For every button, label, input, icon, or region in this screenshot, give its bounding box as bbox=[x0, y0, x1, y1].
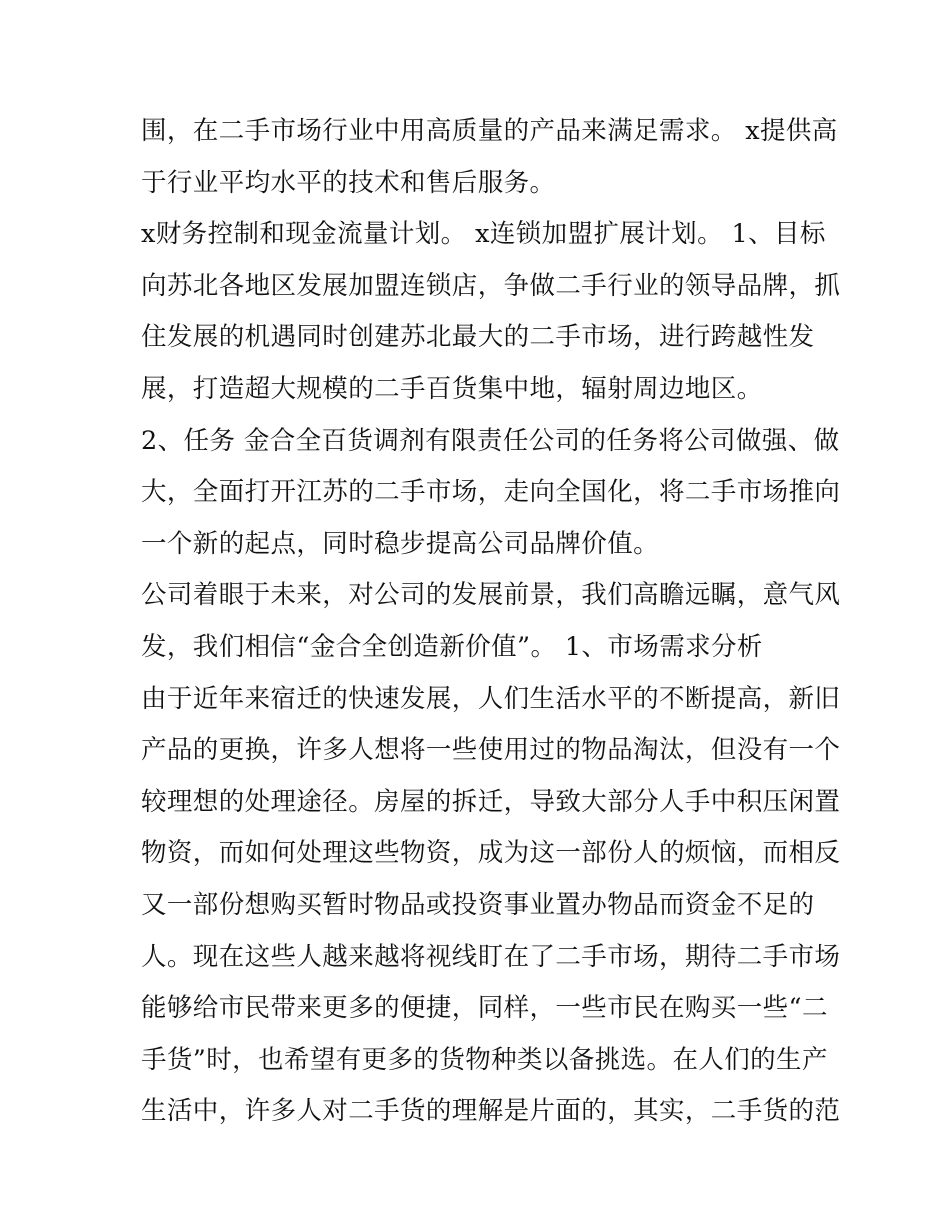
text-line: 生活中，许多人对二手货的理解是片面的，其实，二手货的范 bbox=[141, 1096, 841, 1127]
text-line: 由于近年来宿迁的快速发展，人们生活水平的不断提高，新旧 bbox=[141, 683, 841, 714]
text-line: 较理想的处理途径。房屋的拆迁，导致大部分人手中积压闲置 bbox=[141, 786, 841, 817]
text-line: 向苏北各地区发展加盟连锁店，争做二手行业的领导品牌，抓 bbox=[141, 270, 841, 301]
text-line: 大，全面打开江苏的二手市场，走向全国化，将二手市场推向 bbox=[141, 477, 841, 508]
text-line: 产品的更换，许多人想将一些使用过的物品淘汰，但没有一个 bbox=[141, 735, 841, 766]
text-line: 又一部份想购买暂时物品或投资事业置办物品而资金不足的 bbox=[141, 889, 815, 920]
text-line: 发，我们相信“金合全创造新价值”。 1、市场需求分析 bbox=[141, 631, 763, 662]
text-line: 能够给市民带来更多的便捷，同样，一些市民在购买一些“二 bbox=[141, 993, 828, 1024]
text-line: 围，在二手市场行业中用高质量的产品来满足需求。 x提供高 bbox=[141, 116, 838, 146]
text-line: 一个新的起点，同时稳步提高公司品牌价值。 bbox=[141, 528, 660, 559]
text-line: 住发展的机遇同时创建苏北最大的二手市场，进行跨越性发 bbox=[141, 322, 815, 353]
text-line: x财务控制和现金流量计划。 x连锁加盟扩展计划。 1、目标 bbox=[141, 219, 826, 250]
text-line: 于行业平均水平的技术和售后服务。 bbox=[141, 167, 556, 198]
text-line: 手货”时，也希望有更多的货物种类以备挑选。在人们的生产 bbox=[141, 1044, 828, 1075]
text-line: 公司着眼于未来，对公司的发展前景，我们高瞻远瞩，意气风 bbox=[141, 580, 841, 611]
text-line: 2、任务 金合全百货调剂有限责任公司的任务将公司做强、做 bbox=[141, 425, 840, 456]
text-line: 物资，而如何处理这些物资，成为这一部份人的烦恼，而相反 bbox=[141, 838, 841, 869]
text-line: 展，打造超大规模的二手百货集中地，辐射周边地区。 bbox=[141, 373, 763, 404]
document-body-text bbox=[141, 106, 841, 1138]
text-line: 人。现在这些人越来越将视线盯在了二手市场，期待二手市场 bbox=[141, 941, 841, 972]
